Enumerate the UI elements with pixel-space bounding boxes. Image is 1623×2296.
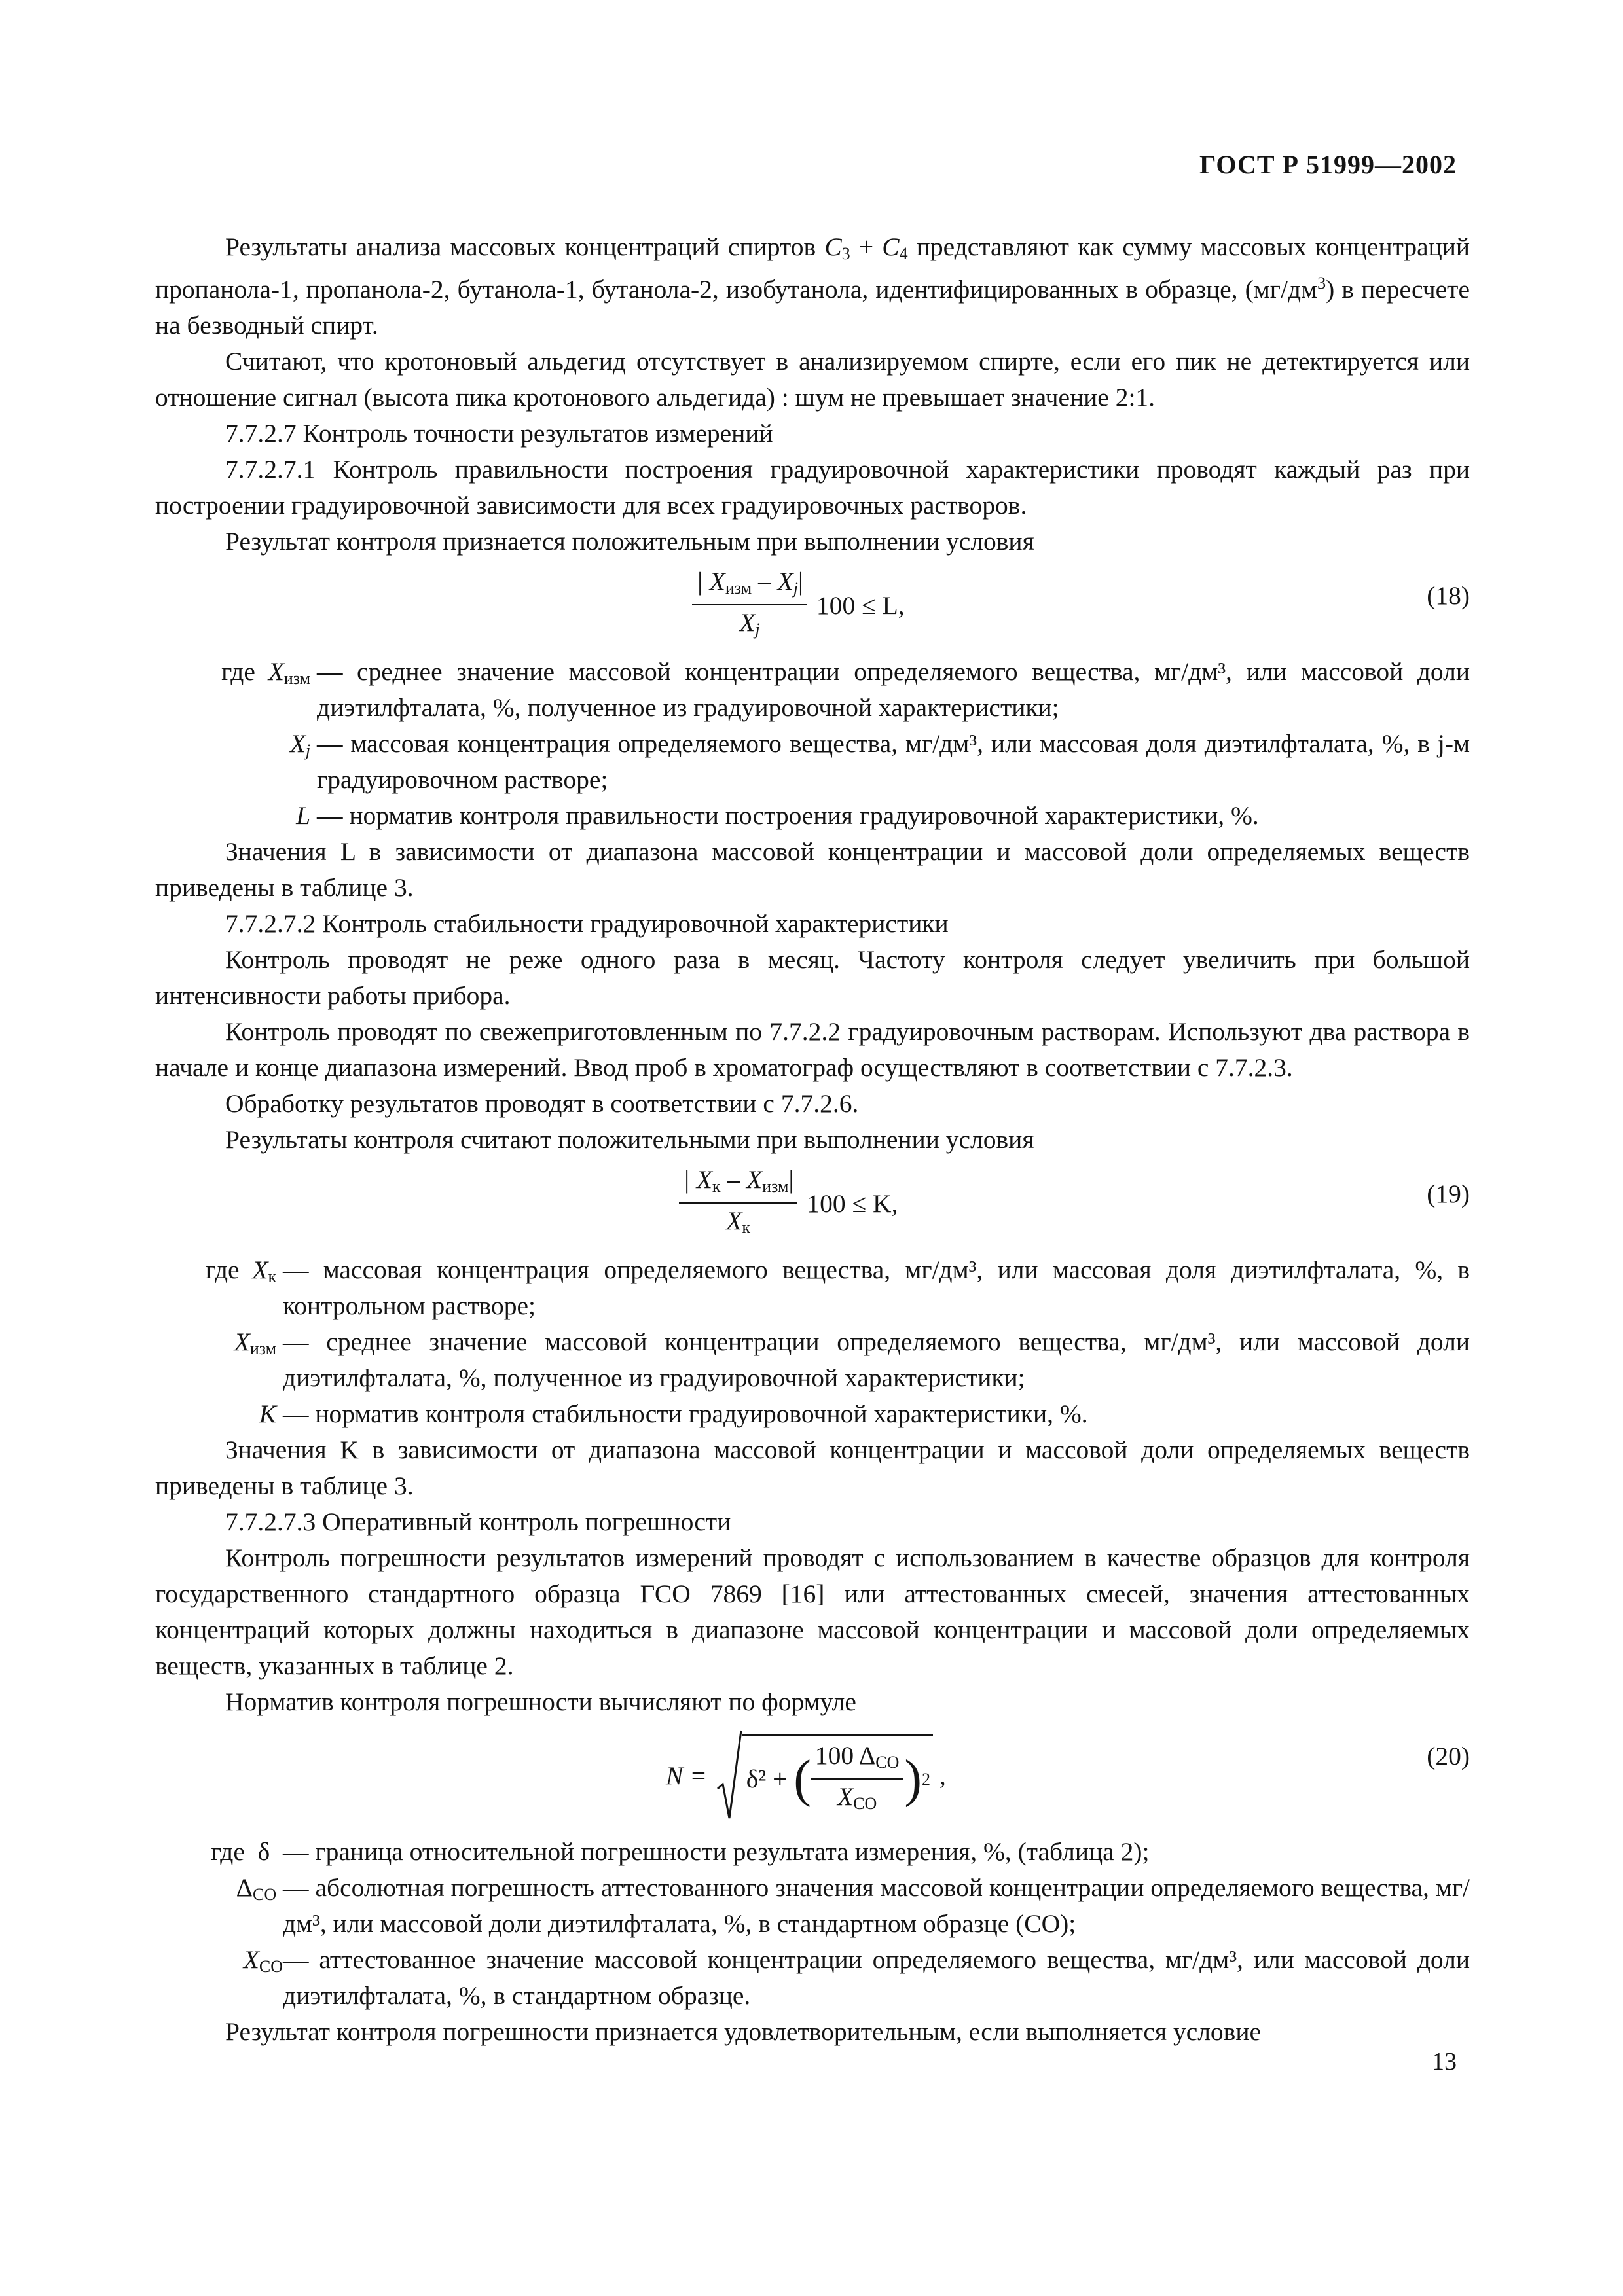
formula-20: N = δ² + ( $\frac{100 \Delta_{CO}}{X_{CO}}$ ) 2 , (20) <box>155 1727 1470 1825</box>
document-body <box>155 229 1470 2050</box>
paragraph-fresh-solutions: Контроль проводят по свежеприготовленным по 7.7.2.2 градуировочным растворам. Используют два раствора в начале и конце диапазона измерений. Ввод проб в хроматограф осуществляют в соответствии с 7.7.2.3. <box>155 1017 1470 1082</box>
section-7-7-2-7-3: 7.7.2.7.3 Оперативный контроль погрешности <box>225 1507 731 1536</box>
formula-number-19: (19) <box>1427 1179 1470 1208</box>
paragraph-alcohols: Результаты анализа массовых концентраций спиртов $C_3 + C_4$ представляют как сумму массовых концентраций пропанола-1, пропанола-2, бутанола-1, бутанола-2, изобутанола, идентифицированных в образце, $(мг/дм^3)$ в пересчете на безводный спирт. <box>155 232 1470 340</box>
formula-19: $\frac{| X_к - X_{изм}|}{X_к}$ 100 ≤ K, (19) <box>155 1164 1470 1243</box>
formula-18: $\frac{| X_{изм} - X_j|}{X_j}$ 100 ≤ L, (18) <box>155 566 1470 645</box>
paragraph-values-K: Значения K в зависимости от диапазона массовой концентрации и массовой доли определяемых веществ приведены в таблице 3. <box>155 1435 1470 1500</box>
definitions-19: где $X_к$ — массовая концентрация определяемого вещества, мг/дм³, или массовая доля диэтилфталата, %, в контрольном растворе; $X_{изм}$ — среднее значение массовой концентрации определяемого вещества, мг/дм³, или массовой доли диэтилфталата, %, полученное из градуировочной характеристики; K — норматив контроля стабильности градуировочной характеристики, %. <box>205 1255 1470 1428</box>
paragraph-formula-intro: Норматив контроля погрешности вычисляют по формуле <box>225 1687 856 1716</box>
paragraph-error-control: Контроль погрешности результатов измерений проводят с использованием в качестве образцов для контроля государственного стандартного образца ГСО 7869 [16] или аттестованных смесей, значения аттестованных концентраций которых должны находиться в диапазоне массовой концентрации и массовой доли определяемых веществ, указанных в таблице 2. <box>155 1543 1470 1680</box>
sqrt-sign-icon <box>716 1727 742 1825</box>
paragraph-frequency: Контроль проводят не реже одного раза в месяц. Частоту контроля следует увеличить при большой интенсивности работы прибора. <box>155 945 1470 1010</box>
section-7-7-2-7: 7.7.2.7 Контроль точности результатов измерений <box>225 419 773 448</box>
definitions-20: где δ — граница относительной погрешности результата измерения, %, (таблица 2); $\Delta_{CO}$ — абсолютная погрешность аттестованного значения массовой концентрации определяемого вещества, мг/дм³, или массовой доли диэтилфталата, %, в стандартном образце (СО); $X_{CO}$ — аттестованное значение массовой концентрации определяемого вещества, мг/дм³, или массовой доли диэтилфталата, %, в стандартном образце. <box>211 1837 1470 2010</box>
formula-number-18: (18) <box>1427 581 1470 610</box>
definitions-18: где $X_{изм}$ — среднее значение массовой концентрации определяемого вещества, мг/дм³, или массовой доли диэтилфталата, %, полученное из градуировочной характеристики; $X_j$ — массовая концентрация определяемого вещества, мг/дм³, или массовая доля диэтилфталата, %, в j-м градуировочном растворе; L — норматив контроля правильности построения градуировочной характеристики, %. <box>221 657 1470 830</box>
paragraph-condition-18: Результат контроля признается положительным при выполнении условия <box>225 527 1034 556</box>
paragraph-satisfactory: Результат контроля погрешности признается удовлетворительным, если выполняется условие <box>225 2017 1262 2046</box>
paragraph-values-L: Значения L в зависимости от диапазона массовой концентрации и массовой доли определяемых веществ приведены в таблице 3. <box>155 837 1470 902</box>
page-number: 13 <box>1432 2048 1457 2075</box>
section-7-7-2-7-1: 7.7.2.7.1 Контроль правильности построения градуировочной характеристики проводят каждый раз при построении градуировочной зависимости для всех градуировочных растворов. <box>155 455 1470 520</box>
paragraph-crotonaldehyde: Считают, что кротоновый альдегид отсутствует в анализируемом спирте, если его пик не детектируется или отношение сигнал (высота пика кротонового альдегида) : шум не превышает значение 2:1. <box>155 347 1470 412</box>
section-7-7-2-7-2: 7.7.2.7.2 Контроль стабильности градуировочной характеристики <box>225 909 949 938</box>
document-code: ГОСТ Р 51999—2002 <box>1199 150 1457 179</box>
paragraph-condition-19: Результаты контроля считают положительными при выполнении условия <box>225 1125 1034 1154</box>
formula-number-20: (20) <box>1427 1742 1470 1770</box>
paragraph-processing: Обработку результатов проводят в соответствии с 7.7.2.6. <box>225 1089 859 1118</box>
